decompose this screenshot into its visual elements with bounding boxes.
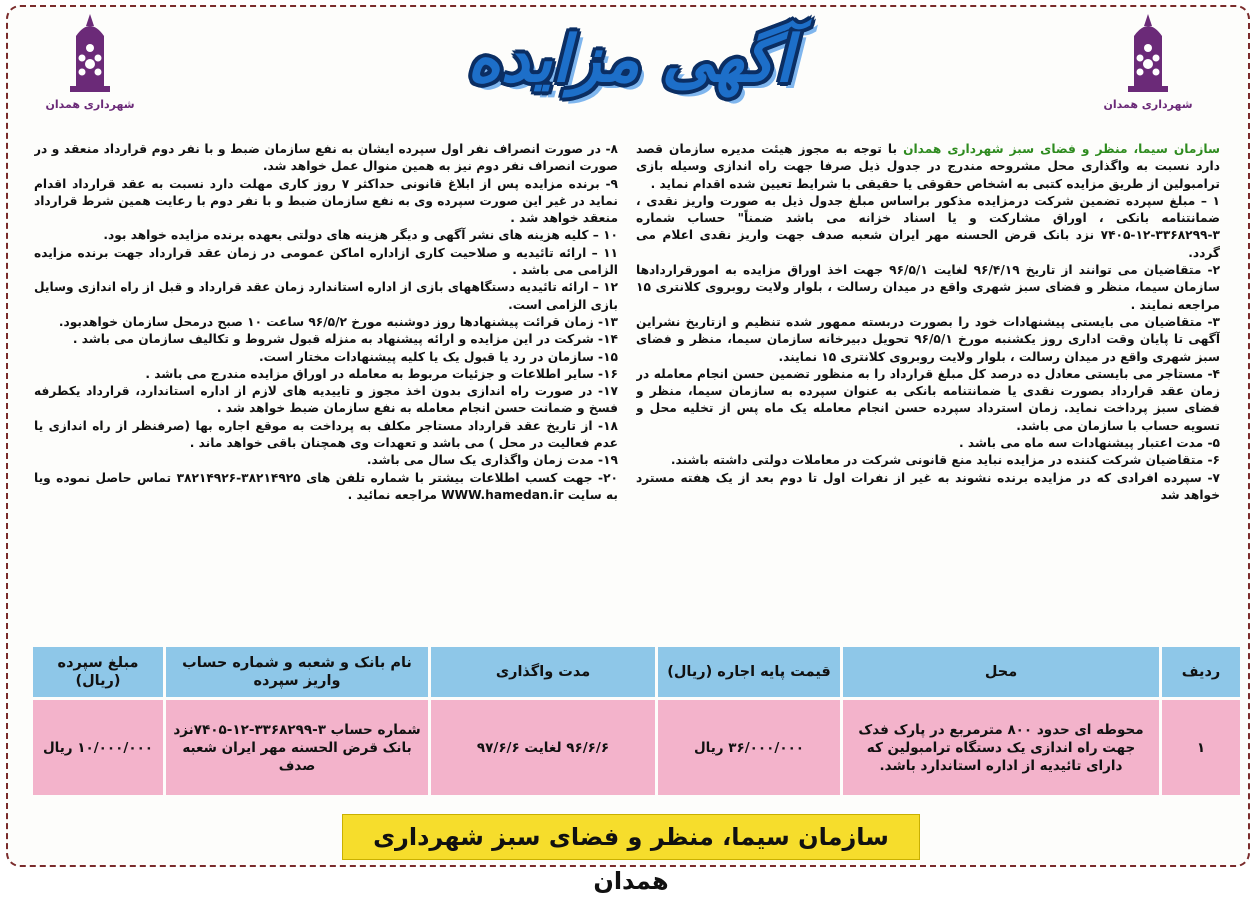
term-item: ۴- مستاجر می بایستی معادل ده درصد کل مبلغ قرارداد را به منظور تضمین حسن انجام معامله در زمان عقد قرارداد بصورت نقدی یا ضمانتنامه بانکی به عنوان سپرده به سازمان سیما، منظر و فضای سبز پرداخت نماید. زمان استرداد سپرده حسن انجام معامله یک ماه پس از تخلیه محل و تسویه حساب با سازمان می باشد. [636, 366, 1220, 433]
cell-base-price: ۳۶/۰۰۰/۰۰۰ ریال [658, 700, 840, 795]
term-item: ۱۳- زمان قرائت پیشنهادها روز دوشنبه مورخ ۹۶/۵/۲ ساعت ۱۰ صبح درمحل سازمان خواهدبود. [58, 314, 618, 329]
term-item: ۱۷- در صورت راه اندازی بدون اخذ مجوز و تاییدیه های لازم از اداره استاندارد، قرارداد یکطرفه فسخ و ضمانت حسن انجام معامله به نفع سازمان ضبط خواهد شد . [34, 384, 618, 416]
table-row [33, 700, 1240, 795]
header-row-number: ردیف [1162, 647, 1240, 697]
footer-banner: سازمان سیما، منظر و فضای سبز شهرداری همدان [342, 814, 920, 860]
hamedan-municipality-logo-icon [60, 12, 120, 96]
intro-paragraph [636, 141, 1220, 193]
term-item: ۱۵- سازمان در رد یا قبول یک یا کلیه پیشنهادات مختار است. [258, 349, 618, 364]
term-item: ۸- در صورت انصراف نفر اول سپرده ایشان به نفع سازمان ضبط و با نفر دوم قرارداد منعقد و در صورت انصراف نفر دوم نیز به همین منوال عمل خواهد شد. [34, 142, 618, 174]
header-deposit: مبلغ سپرده (ریال) [33, 647, 163, 697]
cell-deposit: ۱۰/۰۰۰/۰۰۰ ریال [33, 700, 163, 795]
term-item: ۲- متقاضیان می توانند از تاریخ ۹۶/۴/۱۹ لغایت ۹۶/۵/۱ جهت اخذ اوراق مزایده به امورقراردادها سازمان سیما، منظر و فضای سبز شهری واقع در میدان رسالت ، بلوار ولایت روبروی کلانتری ۱۵ مراجعه نمایند . [636, 263, 1220, 312]
terms-column-right [636, 141, 1220, 633]
terms-column-left [34, 141, 618, 633]
term-item: ۱۹- مدت زمان واگذاری یک سال می باشد. [366, 453, 618, 468]
logo-caption: شهرداری همدان [45, 98, 135, 111]
page-title: آگهی مزایده [467, 23, 793, 97]
logo-left [30, 12, 150, 124]
logo-right [1088, 12, 1208, 124]
logo-caption: شهرداری همدان [1103, 98, 1193, 111]
header-location: محل [843, 647, 1159, 697]
term-item: ۱۴- شرکت در این مزایده و ارائه پیشنهاد به منزله قبول شروط و تکالیف سازمان می باشد . [72, 332, 618, 347]
auction-table [30, 644, 1243, 798]
term-item: ۱ – مبلغ سپرده تضمین شرکت درمزایده مذکور براساس مبلغ جدول ذیل به صورت واریز نقدی ، ضمانتنامه بانکی ، اوراق مشارکت و یا اسناد خزانه می باشد ضمناً" حساب شماره ۳-۳۳۶۸۲۹۹-۱۲-۷۴۰۵ نزد بانک قرض الحسنه مهر ایران شعبه صدف جهت واریز نقدی اعلام می گردد. [636, 193, 1220, 260]
term-item: ۱۶- سایر اطلاعات و جزئیات مربوط به معامله در اوراق مزایده مندرج می باشد . [145, 366, 618, 381]
intro-text: با توجه به مجوز هیئت مدیره سازمان قصد دارد نسبت به واگذاری محل مشروحه مندرج در جدول ذیل صرفا جهت راه اندازی وسیله بازی ترامبولین از طریق مزایده کتبی به اشخاص حقوقی یا حقیقی با شرایط تعیین شده اقدام نماید . [636, 142, 1220, 191]
organization-name: سازمان سیما، منظر و فضای سبز شهرداری همدان [903, 142, 1220, 156]
term-item: ۳- متقاضیان می بایستی پیشنهادات خود را بصورت دربسته ممهور شده تنظیم و ازتاریخ نشراین آگهی تا پایان وقت اداری روز یکشنبه مورخ ۹۶/۵/۱ تحویل دبیرخانه سازمان سیما، منظر و فضای سبز شهری واقع در میدان رسالت ، بلوار ولایت روبروی کلانتری ۱۵ نمایند. [636, 314, 1220, 364]
cell-duration: ۹۶/۶/۶ لغایت ۹۷/۶/۶ [431, 700, 655, 795]
hamedan-municipality-logo-icon [1118, 12, 1178, 96]
term-item: ۵- مدت اعتبار پیشنهادات سه ماه می باشد . [959, 436, 1220, 451]
term-item: ۱۸- از تاریخ عقد قرارداد مستاجر مکلف به پرداخت به موقع اجاره بها (صرفنظر از راه اندازی یا عدم فعالیت در محل ) می باشد و تعهدات وی همچنان باقی خواهد ماند . [34, 418, 618, 451]
term-item: ۱۱ – ارائه تائیدیه و صلاحیت کاری ازاداره اماکن عمومی در زمان عقد قرارداد جهت برنده مزایده الزامی می باشد . [34, 245, 618, 278]
cell-bank: شماره حساب ۳-۳۳۶۸۲۹۹-۱۲-۷۴۰۵نزد بانک قرض الحسنه مهر ایران شعبه صدف [166, 700, 428, 795]
term-item: ۱۰ – کلیه هزینه های نشر آگهی و دیگر هزینه های دولتی بعهده برنده مزایده خواهد بود. [103, 228, 618, 243]
table-header-row [33, 647, 1240, 697]
header-duration: مدت واگذاری [431, 647, 655, 697]
term-item: ۹- برنده مزایده پس از ابلاغ قانونی حداکثر ۷ روز کاری مهلت دارد نسبت به عقد قرارداد اقدام نماید در غیر این صورت سپرده وی به نفع سازمان ضبط و با نفر دوم با رعایت همین شرط قرارداد منعقد خواهد شد . [34, 176, 618, 226]
term-item: ۲۰- جهت کسب اطلاعات بیشتر با شماره تلفن های ۳۸۲۱۴۹۲۵-۳۸۲۱۴۹۲۶ تماس حاصل نموده ویا به سایت WWW.hamedan.ir مراجعه نمائید . [34, 470, 618, 502]
cell-location: محوطه ای حدود ۸۰۰ مترمربع در پارک فدک جهت راه اندازی یک دستگاه ترامبولین که دارای تائیدیه از اداره استاندارد باشد. [843, 700, 1159, 795]
header-bank: نام بانک و شعبه و شماره حساب واریز سپرده [166, 647, 428, 697]
term-item: ۷- سپرده افرادی که در مزایده برنده نشوند به غیر از نفرات اول تا دوم بعد از یک هفته مسترد خواهد شد [636, 470, 1220, 502]
cell-row-number: ۱ [1162, 700, 1240, 795]
header-base-price: قیمت پایه اجاره (ریال) [658, 647, 840, 697]
term-item: ۶- متقاضیان شرکت کننده در مزایده نباید منع قانونی شرکت در معاملات دولتی داشته باشند. [670, 453, 1220, 468]
term-item: ۱۲ – ارائه تائیدیه دستگاههای بازی از اداره استاندارد زمان عقد قرارداد و قبل از راه اندازی وسایل بازی الزامی است. [34, 280, 618, 312]
